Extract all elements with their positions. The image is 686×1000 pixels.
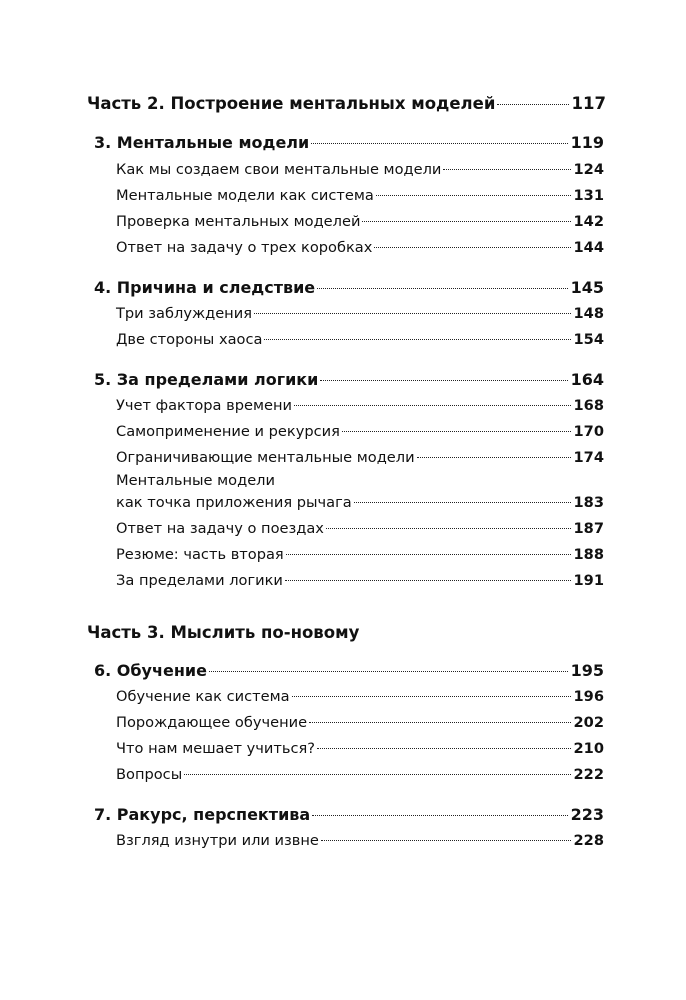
toc-section[interactable] <box>116 766 604 783</box>
section-title-line1: Ментальные модели <box>116 472 275 489</box>
toc-section[interactable] <box>116 714 604 731</box>
dot-leader <box>374 247 570 248</box>
toc-chapter-3[interactable] <box>94 133 604 152</box>
section-title: Вопросы <box>116 766 183 783</box>
dot-leader <box>342 431 571 432</box>
part-title: Часть 2. Построение ментальных моделей <box>87 94 496 113</box>
toc-part-2[interactable] <box>87 94 606 113</box>
section-title: Как мы создаем свои ментальные модели <box>116 161 442 178</box>
page-number: 148 <box>573 305 604 322</box>
section-title: За пределами логики <box>116 572 283 589</box>
section-title: Три заблуждения <box>116 305 252 322</box>
page-number: 210 <box>573 740 604 757</box>
dot-leader <box>292 696 571 697</box>
toc-section[interactable] <box>116 688 604 705</box>
dot-leader <box>376 195 571 196</box>
page-number: 142 <box>573 213 604 230</box>
dot-leader <box>417 457 571 458</box>
page-number: 202 <box>573 714 604 731</box>
section-title: Резюме: часть вторая <box>116 546 284 563</box>
toc-section[interactable] <box>116 397 604 414</box>
page-number: 168 <box>573 397 604 414</box>
section-title: Две стороны хаоса <box>116 331 263 348</box>
dot-leader <box>362 221 570 222</box>
page-number: 164 <box>570 370 604 389</box>
chapter-title: 7. Ракурс, перспектива <box>94 805 311 824</box>
section-title: Ограничивающие ментальные модели <box>116 449 415 466</box>
toc-chapter-6[interactable] <box>94 661 604 680</box>
page-number: 183 <box>573 494 604 511</box>
page-number: 154 <box>573 331 604 348</box>
chapter-title: 3. Ментальные модели <box>94 133 310 152</box>
toc-section[interactable] <box>116 331 604 348</box>
dot-leader <box>184 774 570 775</box>
page-number: 187 <box>573 520 604 537</box>
dot-leader <box>209 671 568 672</box>
dot-leader <box>321 840 571 841</box>
page-number: 170 <box>573 423 604 440</box>
dot-leader <box>354 502 571 503</box>
chapter-title: 4. Причина и следствие <box>94 278 316 297</box>
toc-section[interactable] <box>116 239 604 256</box>
toc-section[interactable] <box>116 740 604 757</box>
toc-section[interactable] <box>116 213 604 230</box>
page-number: 228 <box>573 832 604 849</box>
dot-leader <box>497 104 568 105</box>
page-number: 195 <box>570 661 604 680</box>
page-number: 191 <box>573 572 604 589</box>
toc-section[interactable] <box>116 305 604 322</box>
dot-leader <box>312 815 567 816</box>
toc-section[interactable] <box>116 423 604 440</box>
section-title: Порождающее обучение <box>116 714 308 731</box>
page-number: 145 <box>570 278 604 297</box>
dot-leader <box>294 405 571 406</box>
section-title: Обучение как система <box>116 688 290 705</box>
page-number: 188 <box>573 546 604 563</box>
toc-chapter-4[interactable] <box>94 278 604 297</box>
section-title: Ответ на задачу о поездах <box>116 520 324 537</box>
page-number: 144 <box>573 239 604 256</box>
toc-section[interactable] <box>116 494 604 511</box>
section-title: Ментальные модели как система <box>116 187 374 204</box>
chapter-title: 5. За пределами логики <box>94 370 319 389</box>
dot-leader <box>264 339 570 340</box>
dot-leader <box>317 748 571 749</box>
page-number: 124 <box>573 161 604 178</box>
chapter-title: 6. Обучение <box>94 661 207 680</box>
page-number: 174 <box>573 449 604 466</box>
page-number: 196 <box>573 688 604 705</box>
toc-section[interactable] <box>116 449 604 466</box>
page-number: 119 <box>570 133 604 152</box>
page-number: 117 <box>571 94 606 113</box>
section-title: Проверка ментальных моделей <box>116 213 361 230</box>
section-title: Самоприменение и рекурсия <box>116 423 340 440</box>
dot-leader <box>311 143 567 144</box>
dot-leader <box>326 528 571 529</box>
dot-leader <box>309 722 570 723</box>
toc-section[interactable] <box>116 832 604 849</box>
section-title: Взгляд изнутри или извне <box>116 832 319 849</box>
dot-leader <box>254 313 571 314</box>
section-title: Что нам мешает учиться? <box>116 740 316 757</box>
toc-section[interactable] <box>116 187 604 204</box>
toc-chapter-7[interactable] <box>94 805 604 824</box>
toc-section[interactable] <box>116 520 604 537</box>
page-number: 222 <box>573 766 604 783</box>
toc-part-3[interactable]: Часть 3. Мыслить по-новому <box>87 623 360 642</box>
toc-chapter-5[interactable] <box>94 370 604 389</box>
dot-leader <box>285 580 571 581</box>
toc-section[interactable] <box>116 161 604 178</box>
dot-leader <box>317 288 567 289</box>
page-number: 131 <box>573 187 604 204</box>
toc-section[interactable] <box>116 572 604 589</box>
section-title: Учет фактора времени <box>116 397 293 414</box>
section-title: Ответ на задачу о трех коробках <box>116 239 373 256</box>
page-number: 223 <box>570 805 604 824</box>
dot-leader <box>286 554 571 555</box>
section-title: как точка приложения рычага <box>116 494 352 511</box>
toc-section[interactable] <box>116 546 604 563</box>
dot-leader <box>443 169 570 170</box>
dot-leader <box>320 380 567 381</box>
